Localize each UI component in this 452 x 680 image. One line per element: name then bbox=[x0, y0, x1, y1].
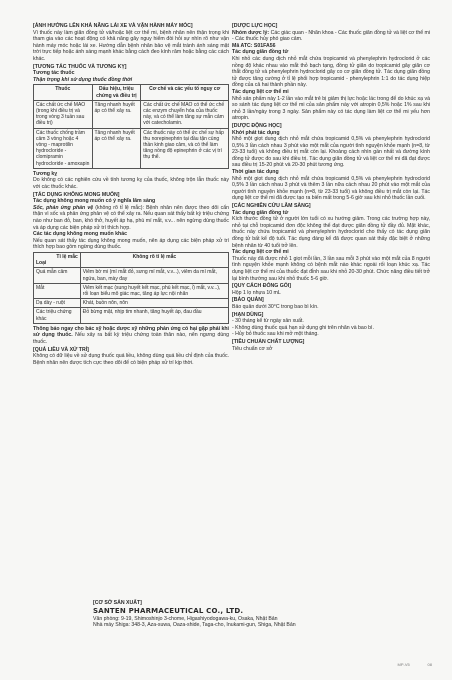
pk-title: [DƯỢC ĐỘNG HỌC] bbox=[232, 122, 282, 129]
table-cell: Các thuốc này có thể ức chế sự hấp thu norepinephrin tại đầu tận cùng thần kinh giao cảm, và có thể làm tăng nồng độ epinephrin ở các vị trí thụ thể. bbox=[141, 128, 229, 168]
table-header-corner bbox=[34, 252, 81, 267]
clinical-title: [CÁC NGHIÊN CỨU LÂM SÀNG] bbox=[232, 203, 311, 210]
notice-text bbox=[33, 326, 229, 346]
clinical-cycloplegic-subtitle: Tác dụng liệt cơ thể mi bbox=[232, 249, 289, 256]
page-code: MP-V5 bbox=[397, 662, 410, 667]
storage-text: Bảo quản dưới 30°C trong bao bì kín. bbox=[232, 303, 319, 310]
driving-text: Vì thuốc này làm giãn đồng tử và/hoặc liệt cơ thể mi, bệnh nhân nên thận trọng khi tham gia vào các hoạt động có khả năng gây nguy hiểm đòi hỏi sự nhìn rõ như vận hành máy móc hoặc lái xe. Hướng dẫn bệnh nhân bảo vệ mắt tránh ánh sáng mặt trời trực tiếp hoặc ánh sáng mạnh khác bằng cách đeo kính râm hoặc bằng các cách khác. bbox=[33, 29, 229, 62]
table-cell: Quá mẫn cảm bbox=[34, 268, 81, 283]
list-item: - Hủy bỏ thuốc sau khi mở một tháng. bbox=[232, 331, 319, 338]
atc-value: S01FA56 bbox=[253, 42, 276, 49]
pk-onset-subtitle: Khởi phát tác dụng bbox=[232, 129, 280, 136]
table-cell: Đỏ bừng mặt, nhịp tim nhanh, tăng huyết áp, đau đầu bbox=[80, 308, 228, 323]
table-row bbox=[34, 308, 229, 323]
interaction-subtitle: Tương tác thuốc bbox=[33, 70, 75, 77]
atc-label: Mã ATC: bbox=[232, 42, 253, 49]
table-row bbox=[34, 283, 229, 298]
table-header: Dấu hiệu, triệu chứng và điều trị bbox=[92, 85, 141, 100]
interaction-title: [TƯƠNG TÁC THUỐC VÀ TƯƠNG KỴ] bbox=[33, 63, 127, 70]
corner-top: Tỉ lệ mắc bbox=[56, 253, 78, 260]
mydriatic-subtitle: Tác dụng giãn đồng tử bbox=[232, 49, 289, 56]
left-column bbox=[33, 22, 229, 366]
other-ae-text: Nếu quan sát thấy tác dụng không mong muốn, nên áp dụng các biện pháp xử trí thích hợp bao gồm ngừng dùng thuốc. bbox=[33, 237, 229, 251]
mydriatic-text: Khi nhỏ các dung dịch nhỏ mắt chứa tropicamid và phenylephrin hydroclorid ở các nồng độ khác nhau vào mắt thỏ bạch tạng, đồng tử giãn do tropicamid gây giãn cơ thắt đồng tử và phenylephrin hydroclorid gây co cơ giãn đồng tử. Tác dụng giãn đồng tử được tăng cường ở tỉ lệ phối hợp tropicamid - phenylephrin 1:1 do tác dụng hiệp đồng của cả hai thành phần này. bbox=[232, 55, 430, 89]
table-cell: Dạ dày - ruột bbox=[34, 299, 81, 308]
table-header: Cơ chế và các yếu tố nguy cơ bbox=[141, 85, 229, 100]
adverse-text bbox=[33, 205, 229, 231]
pack-title: [QUY CÁCH ĐÓNG GÓI] bbox=[232, 283, 291, 290]
factory-address: Nhà máy Shiga: 348-3, Aza-suwa, Oaza-shide, Taga-cho, Inukami-gun, Shiga, Nhật Bản bbox=[93, 622, 296, 629]
pharm-group bbox=[232, 30, 430, 43]
shock-text: (không rõ tỉ lệ mắc): Bệnh nhân nên được theo dõi cẩn thận vì sốc và phản ứng phản vệ có thể xảy ra. Nếu quan sát thấy bất kỳ triệu chứng nào như ban đỏ, ban, khó thở, huyết áp hạ, phù mí mắt, v.v... nên ngừng dùng thuốc và áp dụng các biện pháp xử trí thích hợp. bbox=[33, 204, 229, 231]
adverse-title: [TÁC DỤNG KHÔNG MONG MUỐN] bbox=[33, 191, 120, 198]
table-cell: Các triệu chứng khác bbox=[34, 308, 81, 323]
shock-label: Sốc, phản ứng phản vệ bbox=[33, 204, 94, 211]
table-header: Thuốc bbox=[34, 85, 93, 100]
adverse-subtitle: Tác dụng không mong muốn có ý nghĩa lâm sàng bbox=[33, 198, 156, 205]
incompat-text: Do không có các nghiên cứu về tính tương kỵ của thuốc, không trộn lẫn thuốc này với các thuốc khác. bbox=[33, 177, 229, 190]
list-item: - Không dùng thuốc quá hạn sử dụng ghi trên nhãn và bao bì. bbox=[232, 324, 374, 331]
table-row bbox=[34, 299, 229, 308]
right-column bbox=[232, 22, 430, 352]
company-name: SANTEN PHARMACEUTICAL CO., LTD. bbox=[93, 606, 244, 615]
manufacturer-title: [CƠ SỞ SẢN XUẤT] bbox=[93, 600, 142, 606]
table-cell: Khát, buồn nôn, nôn bbox=[80, 299, 228, 308]
table-row bbox=[34, 268, 229, 283]
storage-title: [BẢO QUẢN] bbox=[232, 297, 264, 304]
pack-text: Hộp 1 lọ nhựa 10 mL bbox=[232, 289, 281, 296]
atc-code bbox=[232, 43, 430, 50]
clinical-cycloplegic-text: Thuốc này đã được nhỏ 1 giọt mỗi lần, 3 lần sau mỗi 3 phút vào một mắt của 8 người tình nguyện khỏe mạnh không có bệnh mắt nào khác ngoài rối loạn khúc xạ. Tác dụng liệt cơ thể mi của thuốc đạt đỉnh sau khi nhỏ 20-30 phút. Chức năng điều tiết trở lại bình thường sau khi nhỏ thuốc 5-6 giờ. bbox=[232, 255, 430, 282]
interaction-table bbox=[33, 84, 229, 168]
pharm-group-label: Nhóm dược lý: bbox=[232, 29, 270, 36]
quality-title: [TIÊU CHUẨN CHẤT LƯỢNG] bbox=[232, 338, 305, 345]
table-cell: Viêm kết mạc (sung huyết kết mạc, phù kết mạc, ỉ) mắt, v.v...), rối loạn biểu mô giác mạc, tăng áp lực nội nhãn bbox=[80, 283, 228, 298]
table-cell: Các chất ức chế MAO có thể ức chế các enzym chuyển hóa của thuốc này, và có thể làm tăng sự mẫn cảm với catecholamin. bbox=[141, 100, 229, 128]
table-cell: Các chất ức chế MAO (trong khi điều trị và trong vòng 3 tuần sau điều trị) bbox=[34, 100, 93, 128]
office-address: Văn phòng: 9-19, Shimoshinjo 3-chome, Higashiyodogawa-ku, Osaka, Nhật Bản bbox=[93, 615, 278, 622]
incompat-subtitle: Tương kỵ bbox=[33, 170, 58, 177]
table-row bbox=[34, 100, 229, 128]
driving-title: [ẢNH HƯỞNG LÊN KHẢ NĂNG LÁI XE VÀ VẬN HÀNH MÁY MÓC] bbox=[33, 23, 193, 29]
expiry-list bbox=[232, 318, 430, 338]
table-cell: Mắt bbox=[34, 283, 81, 298]
manufacturer-block bbox=[93, 600, 433, 629]
page-num: 08 bbox=[427, 662, 432, 667]
pharmacodynamic-title: [DƯỢC LỰC HỌC] bbox=[232, 23, 278, 29]
pk-duration-text: Nhỏ một giọt dung dịch nhỏ mắt chứa tropicamid 0,5% và phenylephrin hydroclorid 0,5% 3 lần cách nhau 3 phút và thêm 3 lần nữa cách nhau 20 phút vào một mắt của người tình nguyện khỏe mạnh (n=8, từ 23-33 tuổi) và không điều trị mắt còn lại. Tác dụng liệt cơ thể mi đã được tạo ra biến mất trong 5-6 giờ sau khi nhỏ thuốc lần cuối. bbox=[232, 175, 430, 202]
page-number bbox=[398, 662, 432, 667]
list-item: - 30 tháng kể từ ngày sản xuất. bbox=[232, 318, 304, 325]
pk-onset-text: Nhỏ một giọt dung dịch nhỏ mắt chứa tropicamid 0,5% và phenylephrin hydroclorid 0,5% 3 lần cách nhau 3 phút vào một mắt của người tình nguyện khỏe mạnh (n=8, từ 23-33 tuổi) và không điều trị mắt còn lại. Khoảng cách nhìn gần nhất và đường kính đồng tử được đo sau khi điều trị. Tác dụng giãn đồng tử và liệt cơ thể mi đã đạt được sau điều trị 15-20 phút và 20-30 phút tương ứng. bbox=[232, 136, 430, 169]
quality-text: Tiêu chuẩn cơ sở bbox=[232, 345, 273, 352]
other-ae-subtitle: Các tác dụng không mong muốn khác bbox=[33, 231, 127, 238]
interaction-caption: Thận trọng khi sử dụng thuốc đồng thời bbox=[33, 76, 133, 83]
table-cell: Các thuốc chống trầm cảm 3 vòng hoặc 4 vòng - maprotilin hydrocloride - clomipramin hydrocloride - amoxapin bbox=[34, 128, 93, 168]
pharm-group-text: Các giác quan - Nhãn khoa - Các thuốc giãn đồng tử và liệt cơ thể mi - Các thuốc hủy phó giao cảm. bbox=[232, 29, 431, 43]
corner-bottom: Loại bbox=[36, 260, 47, 267]
expiry-title: [HẠN DÙNG] bbox=[232, 311, 264, 318]
notice-bold: Thông báo ngay cho bác sỹ hoặc dược sỹ những phản ứng có hại gặp phải khi sử dụng thuốc. bbox=[33, 325, 229, 339]
table-row bbox=[34, 128, 229, 168]
cycloplegic-subtitle: Tác dụng liệt cơ thể mi bbox=[232, 88, 289, 95]
notice-rest: Nếu xảy ra bất kỳ triệu chứng toàn thân nào, nên ngưng dùng thuốc. bbox=[33, 332, 229, 345]
overdose-title: [QUÁ LIỀU VÀ XỬ TRÍ] bbox=[33, 346, 89, 353]
table-cell: Tăng nhanh huyết áp có thể xảy ra. bbox=[92, 128, 141, 168]
cycloplegic-text: Nhỏ sản phẩm này 1-2 lần vào mắt trẻ bị giảm thị lực hoặc lác trong để do khúc xạ và so sánh tác dụng liệt cơ thể mi của sản phẩm này với atropin 0,5% hoặc 1% sau khi nhỏ 3 lần/ngày trong 3 ngày. Sản phẩm này có tác dụng làm liệt cơ thể mi yếu hơn atropin. bbox=[232, 95, 430, 122]
pk-duration-subtitle: Thời gian tác dụng bbox=[232, 169, 279, 176]
clinical-mydriatic-text: Kích thước đồng tử ở người lớn tuổi có xu hướng giảm. Trong các trường hợp này, nhỏ tại chỗ tropicamid đơn độc không thể đạt được giãn đồng tử đầy đủ. Mặt khác, thuốc này chứa tropicamid và phenylephrin hydroclorid cho thấy có tác dụng giãn đồng tử bất kể độ tuổi. Tác dụng đáng kể đã được quan sát thấy đặc biệt ở những bệnh nhân từ 40 tuổi trở lên. bbox=[232, 216, 430, 249]
adverse-table bbox=[33, 252, 229, 324]
overdose-text: Không có dữ liệu về sử dụng thuốc quá liều, không dùng quá liều chỉ định của thuốc. Bệnh nhân nên được tích cực theo dõi để có biện pháp xử trí kịp thời. bbox=[33, 353, 229, 366]
table-header: Không rõ tỉ lệ mắc bbox=[80, 252, 228, 267]
table-cell: Viêm bờ mi (mí mắt đỏ, sưng mí mắt, v.v...), viêm da mí mắt, ngứa, ban, mày đay bbox=[80, 268, 228, 283]
table-cell: Tăng nhanh huyết áp có thể xảy ra. bbox=[92, 100, 141, 128]
clinical-mydriatic-subtitle: Tác dụng giãn đồng tử bbox=[232, 209, 289, 216]
